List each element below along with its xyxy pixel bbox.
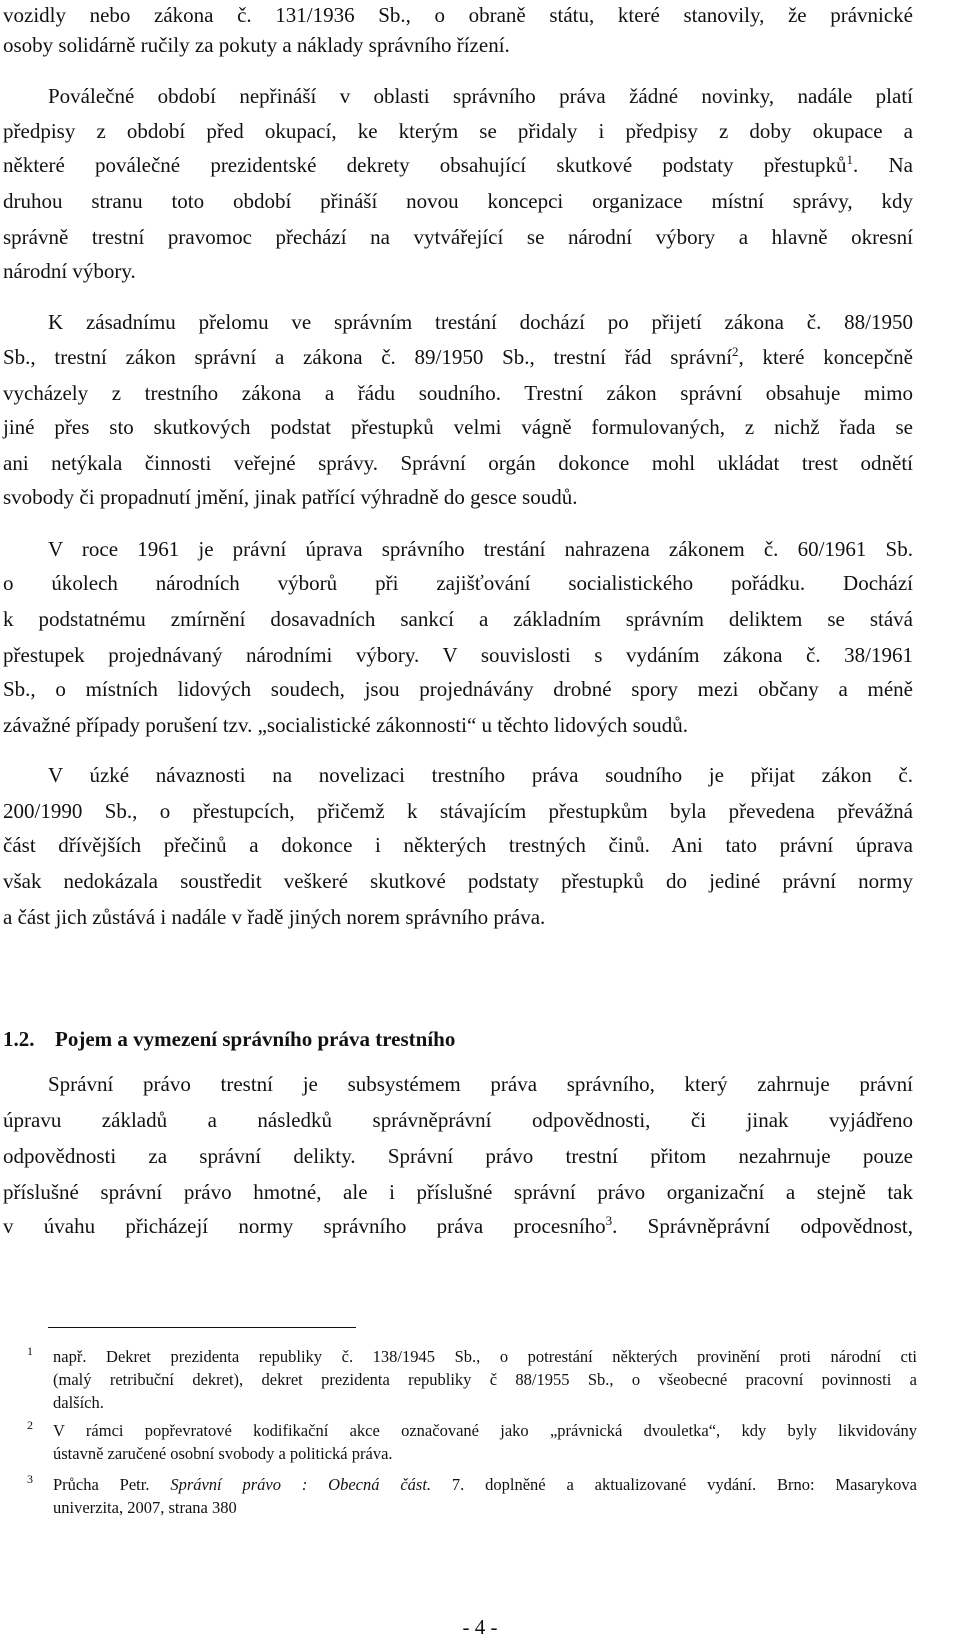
text-line	[3, 640, 913, 670]
footnote-text-line: V rámci popřevratové kodifikační akce označované jako „právnická dvouletka“, kdy byly likvidovány	[53, 1421, 917, 1440]
section-number: 1.2.	[3, 1027, 35, 1051]
text-line	[3, 342, 913, 372]
text-line	[48, 307, 913, 337]
footnote-text-line: dalších.	[53, 1393, 104, 1412]
line-text-after-reference: , které koncepčně	[738, 345, 913, 369]
line-text: však nedokázala soustředit veškeré skutkové podstaty přestupků do jediné právní normy	[3, 869, 913, 893]
line-text: k podstatnému zmírnění dosavadních sankcí a základním správním deliktem se stává	[3, 607, 913, 631]
text-line	[3, 116, 913, 146]
line-text: ani netýkala činnosti veřejné správy. Správní orgán dokonce mohl ukládat trest odnětí	[3, 451, 913, 475]
line-text: K zásadnímu přelomu ve správním trestání dochází po přijetí zákona č. 88/1950	[48, 310, 913, 334]
text-line	[3, 150, 913, 180]
text-line	[48, 534, 913, 564]
line-text: Poválečné období nepřináší v oblasti správního práva žádné novinky, nadále platí	[48, 84, 913, 108]
line-text: V roce 1961 je právní úprava správního trestání nahrazena zákonem č. 60/1961 Sb.	[48, 537, 913, 561]
line-text: V úzké návaznosti na novelizaci trestního práva soudního je přijat zákon č.	[48, 763, 913, 787]
line-text: svobody či propadnutí jmění, jinak patřící výhradně do gesce soudů.	[3, 485, 578, 509]
text-line	[3, 902, 913, 932]
line-text: vozidly nebo zákona č. 131/1936 Sb., o obraně státu, které stanovily, že právnické	[3, 3, 913, 27]
footnote-reference[interactable]: 2	[732, 344, 739, 359]
text-line	[3, 448, 913, 478]
text-line	[48, 760, 913, 790]
line-text: v úvahu přicházejí normy správního práva procesního	[3, 1214, 606, 1238]
line-text: přestupek projednávaný národními výbory. V souvislosti s vydáním zákona č. 38/1961	[3, 643, 913, 667]
footnote-text-line: např. Dekret prezidenta republiky č. 138/1945 Sb., o potrestání některých provinění proti národní cti	[53, 1347, 917, 1366]
text-line	[3, 0, 913, 30]
line-text: správně trestní pravomoc přechází na vytvářející se národní výbory a hlavně okresní	[3, 225, 913, 249]
text-line	[3, 30, 913, 60]
footnote-text-line: univerzita, 2007, strana 380	[53, 1498, 237, 1517]
text-line	[3, 482, 913, 512]
text-line	[3, 1211, 913, 1241]
text-line	[3, 604, 913, 634]
line-text-after-reference: . Na	[853, 153, 913, 177]
page-number: - 4 -	[462, 1615, 498, 1639]
text-line	[3, 222, 913, 252]
text-line	[3, 830, 913, 860]
footnote-mark: 3	[27, 1472, 33, 1486]
line-text: příslušné správní právo hmotné, ale i příslušné správní právo organizační a stejně tak	[3, 1180, 913, 1204]
line-text: odpovědnosti za správní delikty. Správní právo trestní přitom nezahrnuje pouze	[3, 1144, 913, 1168]
line-text-after-reference: . Správněprávní odpovědnost,	[612, 1214, 913, 1238]
line-text: některé poválečné prezidentské dekrety obsahující skutkové podstaty přestupků	[3, 153, 847, 177]
line-text: a část jich zůstává i nadále v řadě jiných norem správního práva.	[3, 905, 546, 929]
footnote-reference[interactable]: 1	[846, 152, 854, 167]
line-text: Správní právo trestní je subsystémem práva správního, který zahrnuje právní	[48, 1072, 913, 1096]
text-line	[3, 710, 913, 740]
line-text: jiné přes sto skutkových podstat přestupků velmi vágně formulovaných, z nichž řada se	[3, 415, 913, 439]
line-text: předpisy z období před okupací, ke kterým se přidaly i předpisy z doby okupace a	[3, 119, 913, 143]
line-text: druhou stranu toto období přináší novou koncepci organizace místní správy, kdy	[3, 189, 913, 213]
line-text: část dřívějších přečinů a dokonce i některých trestných činů. Ani tato právní úprava	[3, 833, 913, 857]
text-line	[3, 186, 913, 216]
text-line	[3, 568, 913, 598]
text-line	[3, 256, 913, 286]
line-text: osoby solidárně ručily za pokuty a náklady správního řízení.	[3, 33, 510, 57]
line-text: závažné případy porušení tzv. „socialistické zákonnosti“ u těchto lidových soudů.	[3, 713, 689, 737]
footnote-mark: 1	[27, 1344, 33, 1358]
text-line	[3, 1141, 913, 1171]
line-text: vycházely z trestního zákona a řádu soudního. Trestní zákon správní obsahuje mimo	[3, 381, 913, 405]
book-title: Správní právo : Obecná část.	[170, 1475, 432, 1494]
line-text: Sb., trestní zákon správní a zákona č. 89/1950 Sb., trestní řád správní	[3, 345, 733, 369]
footnote-text-line: ústavně zaručené osobní svobody a politická práva.	[53, 1444, 393, 1463]
footnote-reference[interactable]: 3	[605, 1213, 613, 1228]
text-line	[3, 1177, 913, 1207]
footnote-mark: 2	[27, 1418, 33, 1432]
footnote-separator	[48, 1327, 356, 1328]
line-text: o úkolech národních výborů při zajišťování socialistického pořádku. Dochází	[3, 571, 913, 595]
section-title: Pojem a vymezení správního práva trestního	[55, 1027, 456, 1051]
footnote-text-line: (malý retribuční dekret), dekret prezidenta republiky č 88/1955 Sb., o všeobecné pracovní povinnosti a	[53, 1370, 917, 1389]
text-line	[3, 866, 913, 896]
section-heading	[3, 1024, 913, 1054]
line-text: Sb., o místních lidových soudech, jsou projednávány drobné spory mezi občany a méně	[3, 677, 913, 701]
text-line	[48, 81, 913, 111]
line-text: 200/1990 Sb., o přestupcích, přičemž k stávajícím přestupkům byla převedena převážná	[3, 799, 913, 823]
text-line	[3, 412, 913, 442]
footnote-text-line: Průcha Petr. Správní právo : Obecná část. 7. doplněné a aktualizované vydání. Brno: Masarykova	[53, 1475, 917, 1494]
text-line	[3, 674, 913, 704]
line-text: úpravu základů a následků správněprávní odpovědnosti, či jinak vyjádřeno	[3, 1108, 913, 1132]
text-line	[3, 796, 913, 826]
line-text: národní výbory.	[3, 259, 136, 283]
text-line	[3, 1105, 913, 1135]
text-line	[48, 1069, 913, 1099]
text-line	[3, 378, 913, 408]
